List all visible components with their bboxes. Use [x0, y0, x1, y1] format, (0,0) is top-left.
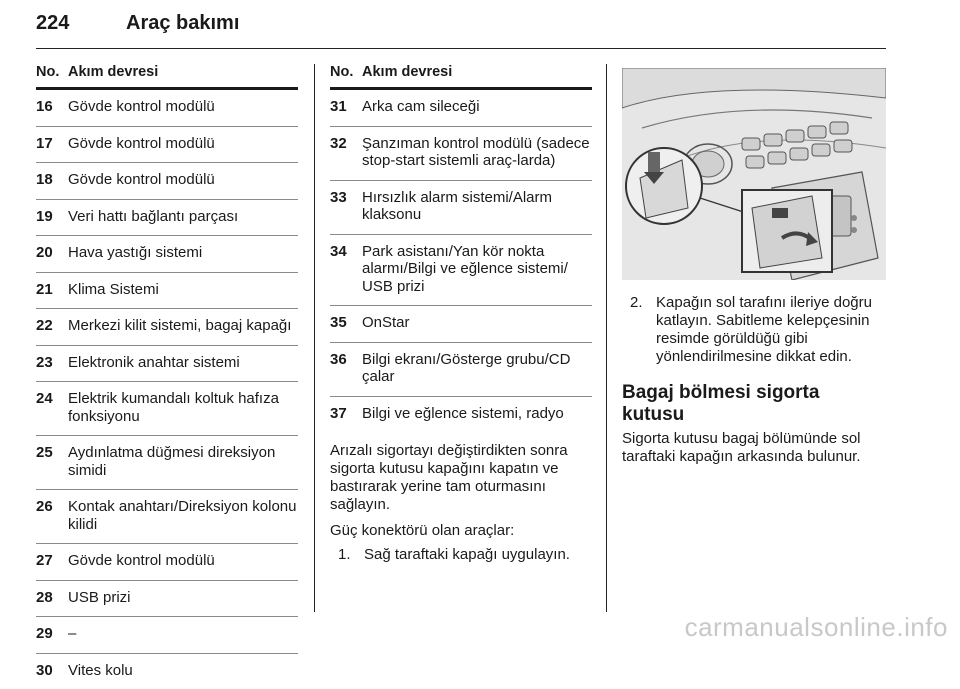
fuse-number: 24 [36, 390, 68, 425]
column-header-circuit: Akım devresi [68, 64, 158, 80]
table-row [36, 617, 298, 654]
fuse-circuit: Gövde kontrol modülü [68, 171, 298, 189]
fuse-number: 27 [36, 552, 68, 570]
list-item [330, 546, 592, 564]
fuse-circuit: Merkezi kilit sistemi, bagaj kapağı [68, 317, 298, 335]
fuse-circuit: Gövde kontrol modülü [68, 98, 298, 116]
table-row [330, 343, 592, 397]
fuse-number: 17 [36, 135, 68, 153]
table-row [36, 544, 298, 581]
table-row [36, 654, 298, 689]
fuse-number: 16 [36, 98, 68, 116]
table-row [36, 163, 298, 200]
fuse-number: 21 [36, 281, 68, 299]
section-heading: Bagaj bölmesi sigorta kutusu [622, 382, 886, 426]
step-number: 1. [330, 546, 364, 564]
fuse-number: 25 [36, 444, 68, 479]
fuse-number: 28 [36, 589, 68, 607]
fuse-circuit: Arka cam sileceği [362, 98, 592, 116]
table-row [36, 200, 298, 237]
fuse-number: 34 [330, 243, 362, 296]
table-header [36, 64, 298, 90]
fuse-number: 19 [36, 208, 68, 226]
fuse-number: 23 [36, 354, 68, 372]
fuse-circuit: Gövde kontrol modülü [68, 552, 298, 570]
fuse-circuit: Hava yastığı sistemi [68, 244, 298, 262]
table-row [36, 127, 298, 164]
fuse-number: 36 [330, 351, 362, 386]
fuse-circuit: Şanzıman kontrol modülü (sadece stop-start sistemli araç-larda) [362, 135, 592, 170]
table-row [36, 581, 298, 618]
fuse-number: 20 [36, 244, 68, 262]
fuse-circuit: Vites kolu [68, 662, 298, 680]
table-row [330, 235, 592, 307]
header-rule [36, 48, 886, 49]
fuse-circuit: Elektronik anahtar sistemi [68, 354, 298, 372]
fuse-circuit: Park asistanı/Yan kör nokta alarmı/Bilgi ve eğlence sistemi/ USB prizi [362, 243, 592, 296]
table-row [36, 309, 298, 346]
fuse-circuit: Aydınlatma düğmesi direksiyon simidi [68, 444, 298, 479]
table-row [36, 346, 298, 383]
fuse-circuit: Bilgi ekranı/Gösterge grubu/CD çalar [362, 351, 592, 386]
page-title: Araç bakımı [126, 12, 239, 35]
fuse-number: 26 [36, 498, 68, 533]
body-paragraph: Arızalı sigortayı değiştirdikten sonra sigorta kutusu kapağını kapatın ve bastırarak yerine tam oturmasını sağlayın. [330, 442, 592, 514]
body-paragraph: Sigorta kutusu bagaj bölümünde sol taraftaki kapağın arkasında bulunur. [622, 430, 886, 466]
step-number: 2. [622, 294, 656, 366]
fuse-circuit: Hırsızlık alarm sistemi/Alarm klaksonu [362, 189, 592, 224]
table-row [36, 236, 298, 273]
fuse-circuit: Kontak anahtarı/Direksiyon kolonu kilidi [68, 498, 298, 533]
table-row [36, 436, 298, 490]
column-header-no: No. [36, 64, 68, 80]
fuse-cover-illustration [622, 68, 886, 280]
fuse-circuit: Klima Sistemi [68, 281, 298, 299]
column-header-no: No. [330, 64, 362, 80]
table-header [330, 64, 592, 90]
fuse-number: 30 [36, 662, 68, 680]
table-row [330, 127, 592, 181]
table-row [36, 490, 298, 544]
fuse-number: 35 [330, 314, 362, 332]
table-row [330, 397, 592, 433]
fuse-number: 31 [330, 98, 362, 116]
step-text: Sağ taraftaki kapağı uygulayın. [364, 546, 592, 564]
table-row [36, 90, 298, 127]
right-column [622, 64, 886, 466]
page-number: 224 [36, 12, 69, 35]
column-header-circuit: Akım devresi [362, 64, 452, 80]
watermark: carmanualsonline.info [685, 612, 948, 643]
fuse-circuit: Veri hattı bağlantı parçası [68, 208, 298, 226]
column-divider [606, 64, 607, 612]
fuse-circuit: Gövde kontrol modülü [68, 135, 298, 153]
fuse-circuit: USB prizi [68, 589, 298, 607]
fuse-number: 33 [330, 189, 362, 224]
console-drawing [622, 68, 886, 280]
fuse-circuit: OnStar [362, 314, 592, 332]
fuse-number: 18 [36, 171, 68, 189]
fuse-number: 32 [330, 135, 362, 170]
left-fuse-table [36, 64, 298, 689]
fuse-number: 29 [36, 625, 68, 643]
fuse-circuit: Bilgi ve eğlence sistemi, radyo [362, 405, 592, 423]
right-fuse-table [330, 64, 592, 564]
fuse-circuit: Elektrik kumandalı koltuk hafıza fonksiyonu [68, 390, 298, 425]
table-row [36, 273, 298, 310]
table-row [330, 181, 592, 235]
fuse-number: 37 [330, 405, 362, 423]
table-row [330, 306, 592, 343]
table-row [36, 382, 298, 436]
list-item [622, 294, 886, 366]
fuse-number: 22 [36, 317, 68, 335]
column-divider [314, 64, 315, 612]
page-header [36, 12, 886, 50]
body-paragraph: Güç konektörü olan araçlar: [330, 522, 592, 540]
step-text: Kapağın sol tarafını ileriye doğru katlayın. Sabitleme kelepçesinin resimde görüldüğü gibi yönlendirilmesine dikkat edin. [656, 294, 886, 366]
table-row [330, 90, 592, 127]
fuse-circuit: – [68, 625, 298, 643]
